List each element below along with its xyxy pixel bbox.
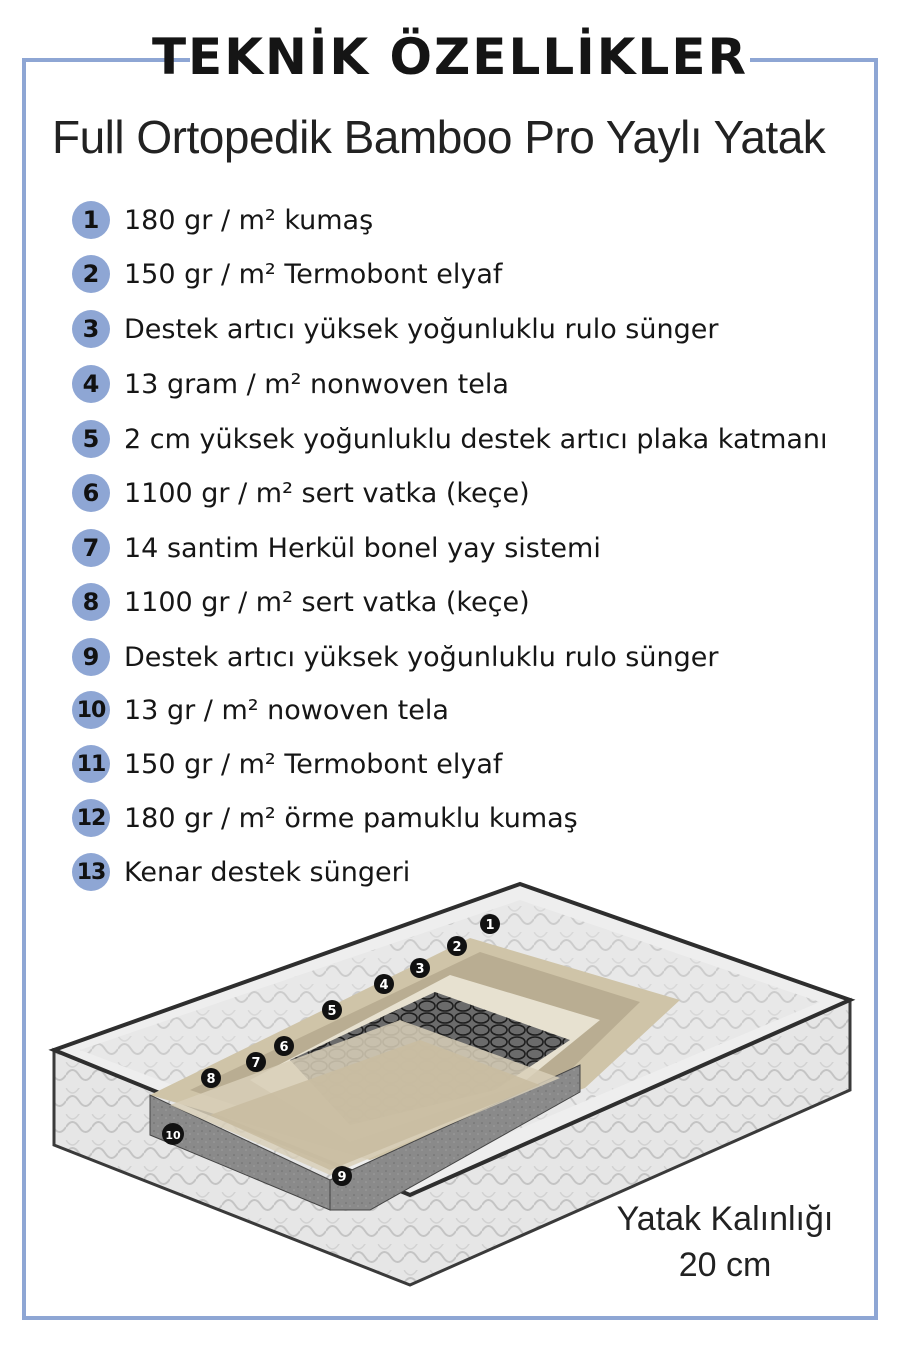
spec-text: 13 gram / m² nonwoven tela	[124, 368, 509, 400]
spec-text: 1100 gr / m² sert vatka (keçe)	[124, 586, 530, 618]
spec-number-badge: 11	[72, 745, 110, 783]
spec-item	[72, 528, 601, 568]
spec-number-badge: 10	[72, 691, 110, 729]
spec-item	[72, 582, 530, 622]
spec-number-badge: 3	[72, 310, 110, 348]
spec-number-badge: 6	[72, 474, 110, 512]
svg-text:5: 5	[327, 1004, 337, 1019]
diagram-marker	[332, 1166, 352, 1186]
spec-text: 1100 gr / m² sert vatka (keçe)	[124, 477, 530, 509]
spec-number-badge: 1	[72, 201, 110, 239]
diagram-marker	[274, 1036, 294, 1056]
diagram-marker	[246, 1052, 266, 1072]
spec-number-badge: 12	[72, 799, 110, 837]
svg-text:10: 10	[165, 1129, 181, 1142]
spec-item	[72, 254, 502, 294]
spec-item	[72, 744, 502, 784]
svg-text:3: 3	[415, 962, 425, 977]
spec-number-badge: 4	[72, 365, 110, 403]
svg-text:8: 8	[206, 1072, 216, 1087]
page-title: TEKNİK ÖZELLİKLER	[151, 28, 749, 86]
diagram-marker	[374, 974, 394, 994]
svg-text:6: 6	[279, 1040, 289, 1055]
diagram-marker	[447, 936, 467, 956]
spec-text: 180 gr / m² kumaş	[124, 204, 374, 236]
spec-text: Destek artıcı yüksek yoğunluklu rulo sünger	[124, 641, 719, 673]
diagram-marker	[410, 958, 430, 978]
spec-text: 150 gr / m² Termobont elyaf	[124, 258, 503, 290]
svg-text:9: 9	[337, 1170, 347, 1185]
spec-number-badge: 2	[72, 255, 110, 293]
product-subtitle: Full Ortopedik Bamboo Pro Yaylı Yatak	[52, 111, 826, 163]
spec-item	[72, 798, 578, 838]
spec-text: 150 gr / m² Termobont elyaf	[124, 748, 503, 780]
spec-number-badge: 5	[72, 420, 110, 458]
spec-text: Destek artıcı yüksek yoğunluklu rulo sünger	[124, 313, 719, 345]
spec-item	[72, 309, 718, 349]
spec-text: 2 cm yüksek yoğunluklu destek artıcı plaka katmanı	[124, 423, 828, 455]
svg-text:2: 2	[452, 940, 462, 955]
thickness-value: 20 cm	[678, 1246, 772, 1284]
spec-text: 180 gr / m² örme pamuklu kumaş	[124, 802, 578, 834]
spec-item	[72, 364, 509, 404]
diagram-marker	[162, 1123, 184, 1145]
spec-item	[72, 419, 828, 459]
svg-text:7: 7	[251, 1056, 261, 1071]
svg-text:4: 4	[379, 978, 389, 993]
spec-number-badge: 8	[72, 583, 110, 621]
spec-number-badge: 13	[72, 853, 110, 891]
spec-item	[72, 637, 718, 677]
mattress-thickness	[600, 1196, 850, 1288]
diagram-marker	[480, 914, 500, 934]
spec-text: Kenar destek süngeri	[124, 856, 411, 888]
spec-text: 13 gr / m² nowoven tela	[124, 694, 449, 726]
spec-number-badge: 7	[72, 529, 110, 567]
spec-item	[72, 690, 449, 730]
spec-item	[72, 200, 373, 240]
spec-item	[72, 473, 530, 513]
svg-text:1: 1	[485, 918, 495, 933]
diagram-marker	[201, 1068, 221, 1088]
diagram-marker	[322, 1000, 342, 1020]
spec-text: 14 santim Herkül bonel yay sistemi	[124, 532, 601, 564]
thickness-label: Yatak Kalınlığı	[616, 1200, 834, 1238]
spec-number-badge: 9	[72, 638, 110, 676]
